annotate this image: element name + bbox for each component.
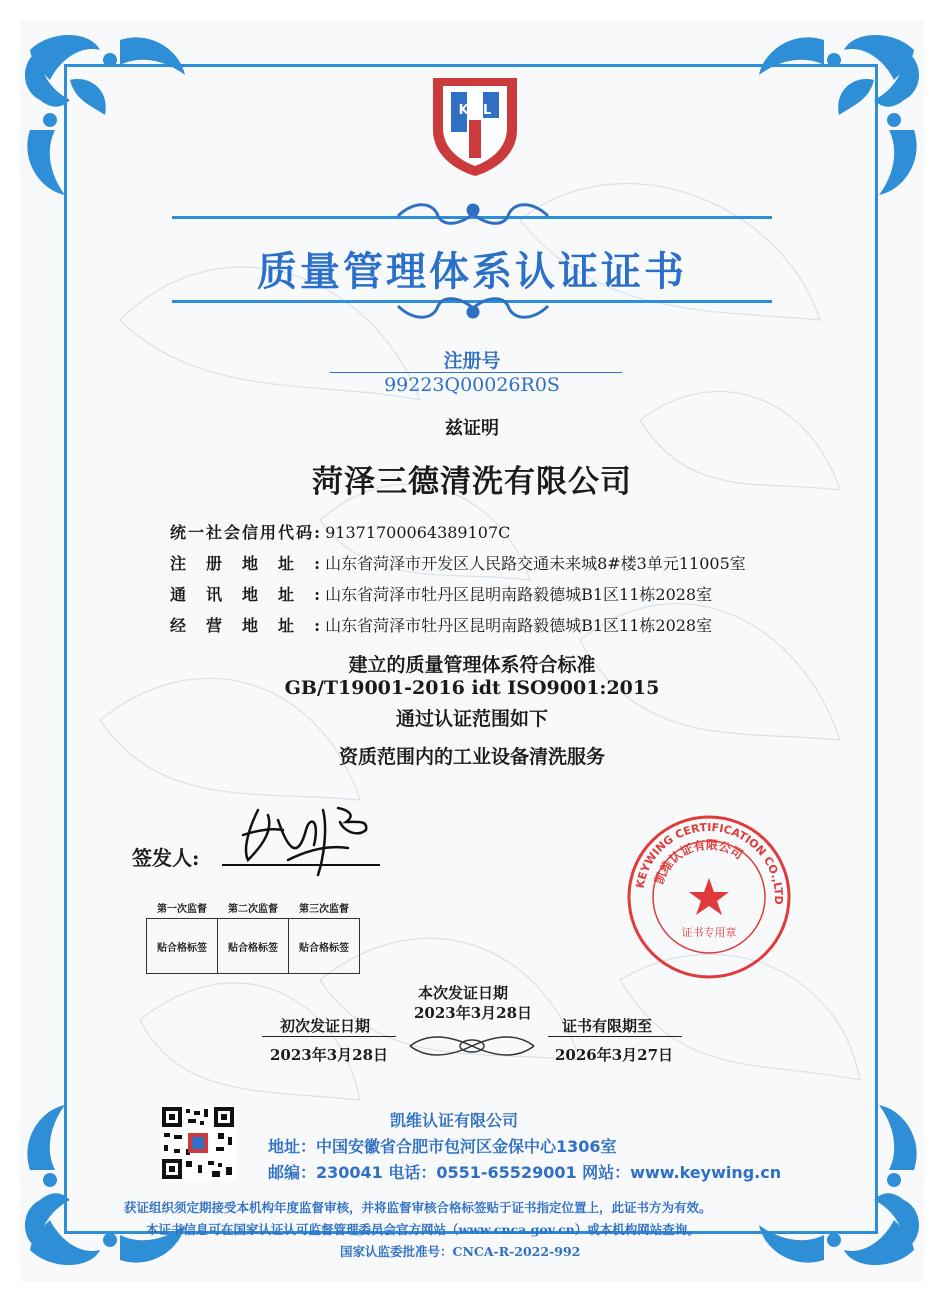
standard-code: GB/T19001-2016 idt ISO9001:2015 <box>284 677 660 699</box>
logo-text: KWL <box>458 103 492 118</box>
footer-contact: 邮编：230041 电话：0551-65529001 网站：www.keywing.cn <box>268 1163 782 1182</box>
company-seal <box>624 812 794 982</box>
first-issue-label: 初次发证日期 <box>280 1017 371 1035</box>
audit-cell: 贴合格标签 <box>218 919 289 974</box>
standard-intro: 建立的质量管理体系符合标准 <box>348 654 596 676</box>
company-name: 菏泽三德清洗有限公司 <box>312 464 632 500</box>
footer-approval-number: 国家认监委批准号：CNCA-R-2022-992 <box>340 1244 581 1259</box>
seal-star-icon <box>689 878 729 915</box>
info-value: 山东省菏泽市牡丹区昆明南路毅德城B1区11栋2028室 <box>325 616 713 635</box>
audit-cell: 贴合格标签 <box>289 919 360 974</box>
surveillance-audit-table <box>146 896 360 974</box>
footer-note-validity: 获证组织须定期接受本机构年度监督审核，并将监督审核合格标签贴于证书指定位置上，此证书方为有效。 <box>124 1200 712 1215</box>
audit-header: 第三次监督 <box>299 903 349 915</box>
info-label: 经营地址: <box>170 616 320 635</box>
expiry-date: 2026年3月27日 <box>555 1046 674 1064</box>
expiry-rule <box>548 1036 682 1037</box>
corner-ornament-bottom-right <box>744 1090 934 1280</box>
scope-intro: 通过认证范围如下 <box>395 708 548 730</box>
footer-note-query: 本证书信息可在国家认证认可监督管理委员会官方网站（www.cnca.gov.cn）或本机构网站查询。 <box>146 1222 700 1237</box>
kwl-logo-shield <box>425 70 525 180</box>
certificate-title: 质量管理体系认证证书 <box>257 249 687 295</box>
audit-cell: 贴合格标签 <box>147 919 218 974</box>
seal-bottom-text: 证书专用章 <box>681 926 737 939</box>
info-row-registered-address <box>170 551 746 574</box>
issue-date-label: 本次发证日期 <box>418 984 509 1002</box>
handwritten-signature <box>228 790 388 880</box>
seal-inner-text: 凯维认证有限公司 <box>651 837 746 887</box>
certification-scope: 资质范围内的工业设备清洗服务 <box>338 746 605 768</box>
corner-ornament-top-right <box>744 20 934 210</box>
svg-text:凯维认证有限公司 <box>651 837 745 886</box>
info-label: 统一社会信用代码: <box>170 523 320 542</box>
registration-underline <box>330 372 622 373</box>
info-row-mailing-address <box>170 582 712 605</box>
audit-header: 第一次监督 <box>157 903 207 915</box>
signer-label: 签发人: <box>132 846 200 870</box>
registration-label: 注册号 <box>443 350 501 372</box>
info-value: 山东省菏泽市开发区人民路交通未来城8#楼3单元11005室 <box>325 554 746 573</box>
flourish-ornament-top <box>388 196 558 232</box>
info-value: 91371700064389107C <box>325 523 511 542</box>
flourish-ornament-bottom <box>388 290 558 326</box>
footer-address: 地址：中国安徽省合肥市包河区金保中心1306室 <box>268 1137 617 1156</box>
first-issue-date: 2023年3月28日 <box>270 1046 389 1064</box>
info-value: 山东省菏泽市牡丹区昆明南路毅德城B1区11栋2028室 <box>325 585 713 604</box>
corner-ornament-top-left <box>10 20 200 210</box>
issue-date: 2023年3月28日 <box>414 1004 533 1022</box>
info-label: 通讯地址: <box>170 585 320 604</box>
info-label: 注册地址: <box>170 554 320 573</box>
date-flourish-ornament <box>406 1030 538 1062</box>
expiry-label: 证书有限期至 <box>562 1017 653 1035</box>
first-issue-rule <box>262 1036 396 1037</box>
footer-org-name: 凯维认证有限公司 <box>390 1111 519 1130</box>
info-row-business-address <box>170 613 712 636</box>
seal-outer-text: KEYWING CERTIFICATION CO.,LTD <box>633 820 786 905</box>
qr-code[interactable] <box>160 1105 236 1181</box>
info-row-credit-code <box>170 520 510 543</box>
audit-header: 第二次监督 <box>228 903 278 915</box>
certify-text: 兹证明 <box>445 418 499 439</box>
registration-number: 99223Q00026R0S <box>384 374 560 396</box>
